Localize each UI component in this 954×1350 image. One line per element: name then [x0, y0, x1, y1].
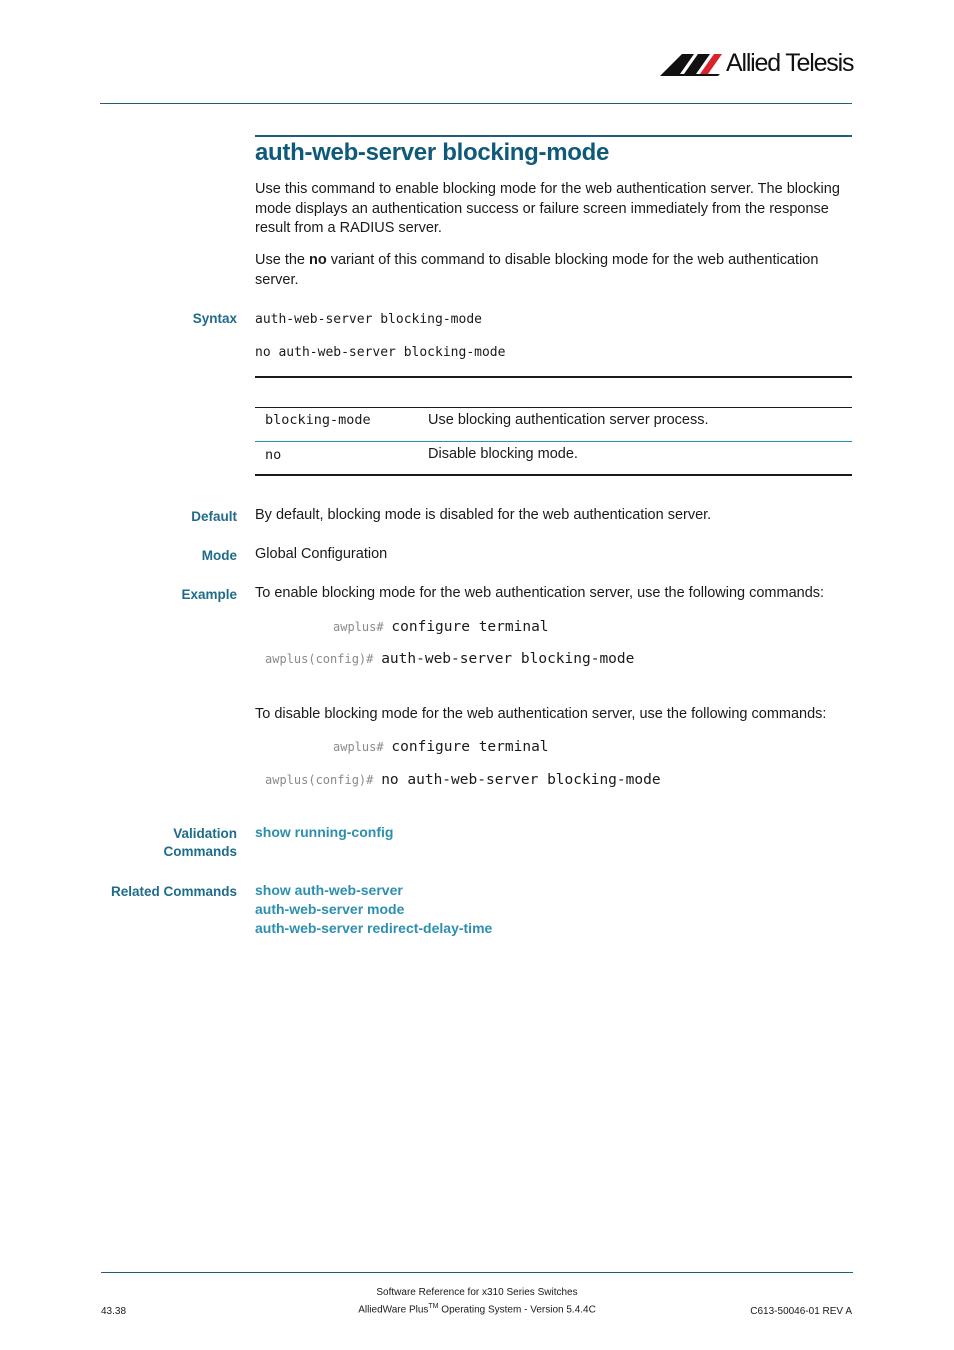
code-line: [265, 651, 634, 667]
mode-text: Global Configuration: [255, 546, 388, 562]
link-auth-web-server-mode[interactable]: auth-web-server mode: [255, 901, 405, 917]
brand-name: Allied Telesis: [726, 49, 854, 77]
link-show-running-config[interactable]: show running-config: [255, 824, 394, 840]
link-show-auth-web-server[interactable]: show auth-web-server: [255, 882, 403, 898]
link-auth-web-server-redirect-delay-time[interactable]: auth-web-server redirect-delay-time: [255, 920, 493, 936]
table-top-rule: [255, 376, 852, 378]
code-command: configure terminal: [391, 619, 549, 635]
code-command: no auth-web-server blocking-mode: [381, 772, 661, 788]
example-intro-enable: To enable blocking mode for the web authentication server, use the following commands:: [255, 585, 825, 601]
footer-page-number: 43.38: [101, 1306, 127, 1317]
example-label: Example: [181, 587, 237, 602]
param-key: no: [265, 447, 282, 463]
default-label: Default: [191, 509, 237, 524]
footer-doc-number: C613-50046-01 REV A: [750, 1306, 852, 1317]
code-line: [265, 772, 661, 788]
table-row-rule: [255, 441, 852, 442]
code-line: [333, 739, 549, 755]
page-title: auth-web-server blocking-mode: [255, 139, 610, 166]
footer-title: Software Reference for x310 Series Switches: [376, 1287, 578, 1298]
default-text: By default, blocking mode is disabled for the web authentication server.: [255, 507, 712, 523]
table-header-rule: [255, 407, 852, 408]
footer-rule: [101, 1272, 853, 1273]
title-rule: [255, 135, 852, 137]
code-prompt: awplus#: [333, 620, 384, 634]
code-command: auth-web-server blocking-mode: [381, 651, 635, 667]
description-1: Use this command to enable blocking mode for the web authentication server. The blocking mode displays an authentication success or failure screen immediately from the response result from a RADIUS server.: [255, 181, 840, 236]
code-prompt: awplus(config)#: [265, 773, 374, 787]
example-intro-disable: To disable blocking mode for the web authentication server, use the following commands:: [255, 706, 827, 722]
syntax-line-1: auth-web-server blocking-mode: [255, 312, 482, 327]
param-value: Disable blocking mode.: [428, 446, 578, 462]
syntax-label: Syntax: [192, 311, 237, 326]
syntax-line-2: no auth-web-server blocking-mode: [255, 345, 506, 360]
validation-label: Validation Commands: [163, 826, 237, 859]
mode-label: Mode: [201, 548, 237, 563]
code-prompt: awplus#: [333, 740, 384, 754]
code-line: [333, 619, 549, 635]
description-2: Use the no variant of this command to disable blocking mode for the web authentication server.: [255, 252, 819, 288]
code-command: configure terminal: [391, 739, 549, 755]
footer-os-version: AlliedWare Plus™ Operating System - Version 5.4.4C: [358, 1303, 596, 1316]
header-rule: [100, 103, 852, 104]
param-key: blocking-mode: [265, 412, 371, 428]
table-bottom-rule: [255, 474, 852, 476]
related-label: Related Commands: [110, 884, 237, 899]
param-value: Use blocking authentication server process.: [428, 412, 709, 428]
code-prompt: awplus(config)#: [265, 652, 374, 666]
